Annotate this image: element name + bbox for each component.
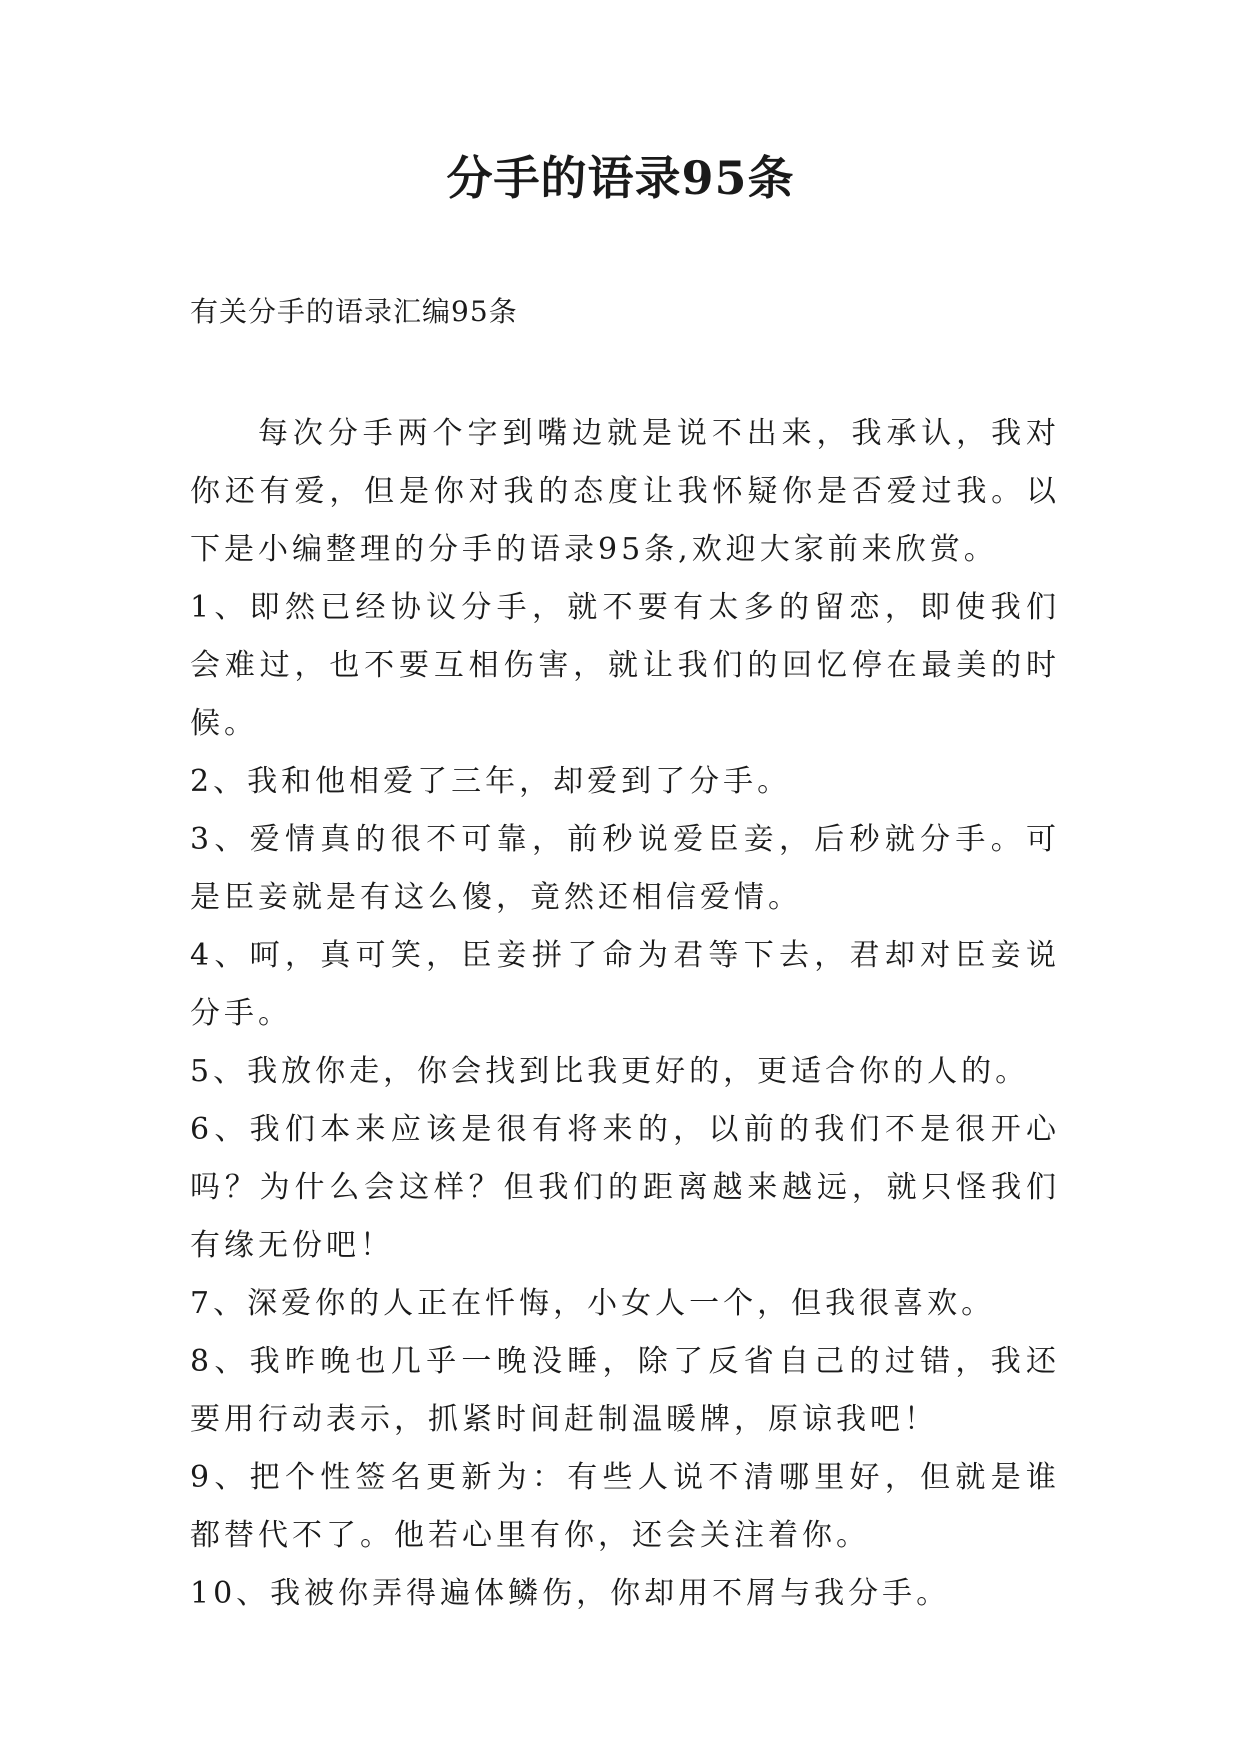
list-item: 2、我和他相爱了三年，却爱到了分手。 [190,764,792,799]
list-item: 3、爱情真的很不可靠，前秒说爱臣妾，后秒就分手。可是臣妾就是有这么傻，竟然还相信爱情。 [190,822,1060,915]
list-item: 9、把个性签名更新为：有些人说不清哪里好，但就是谁都替代不了。他若心里有你，还会关注着你。 [190,1460,1060,1553]
list-item: 6、我们本来应该是很有将来的，以前的我们不是很开心吗？为什么会这样？但我们的距离越来越远，就只怪我们有缘无份吧！ [190,1112,1060,1263]
document-body [190,405,1060,1623]
list-item: 7、深爱你的人正在忏悔，小女人一个，但我很喜欢。 [190,1286,996,1321]
list-item: 1、即然已经协议分手，就不要有太多的留恋，即使我们会难过，也不要互相伤害，就让我们的回忆停在最美的时候。 [190,590,1060,741]
document-subtitle: 有关分手的语录汇编95条 [190,295,518,328]
list-item: 5、我放你走，你会找到比我更好的，更适合你的人的。 [190,1054,1030,1089]
intro-paragraph: 每次分手两个字到嘴边就是说不出来，我承认，我对你还有爱，但是你对我的态度让我怀疑你是否爱过我。以下是小编整理的分手的语录95条,欢迎大家前来欣赏。 [190,416,1060,567]
list-item: 10、我被你弄得遍体鳞伤，你却用不屑与我分手。 [190,1576,951,1611]
list-item: 4、呵，真可笑，臣妾拼了命为君等下去，君却对臣妾说分手。 [190,938,1060,1031]
document-title: 分手的语录95条 [446,151,795,205]
list-item: 8、我昨晚也几乎一晚没睡，除了反省自己的过错，我还要用行动表示，抓紧时间赶制温暖牌，原谅我吧！ [190,1344,1060,1437]
